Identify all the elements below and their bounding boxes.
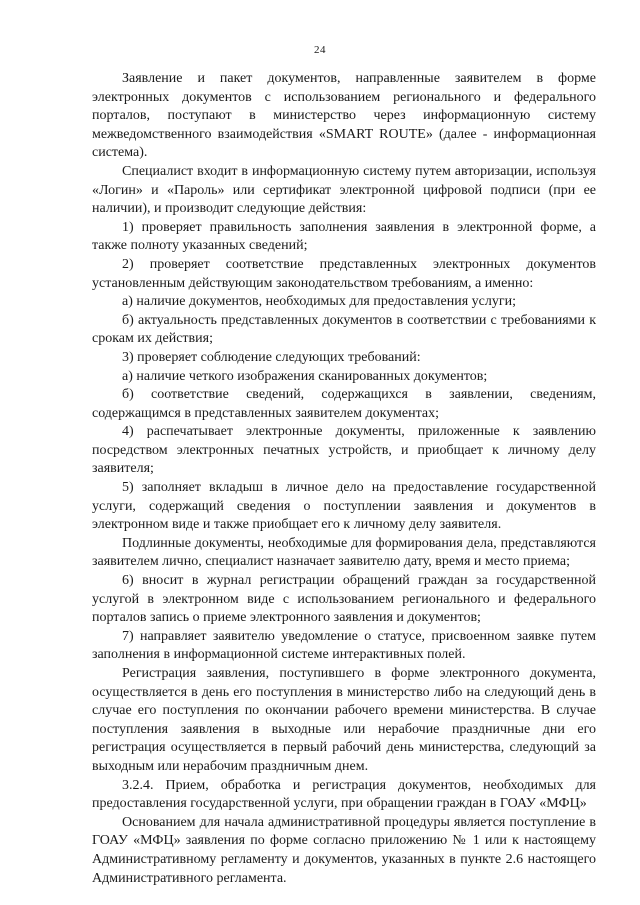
paragraph: Заявление и пакет документов, направленные заявителем в форме электронных документов с использованием регионального и федерального порталов, поступают в министерство через информационную систему межведомственного взаимодействия «SMART ROUTE» (далее - информационная система).	[92, 71, 596, 161]
page-number: 24	[314, 44, 326, 56]
paragraph: 2) проверяет соответствие представленных электронных документов установленным действующим законодательством требованиям, а именно:	[92, 256, 596, 291]
paragraph: 3) проверяет соблюдение следующих требований:	[122, 349, 421, 365]
paragraph: 5) заполняет вкладыш в личное дело на предоставление государственной услуги, содержащий сведения о поступлении заявления и документов в электронном виде и также приобщает его к личному делу заявителя.	[92, 480, 596, 533]
paragraph: Регистрация заявления, поступившего в форме электронного документа, осуществляется в день его поступления в министерство либо на следующий день в случае его поступления по окончании рабочего времени министерства. В случае поступления заявления в выходные или нерабочие праздничные дни его регистрация осуществляется в первый рабочий день министерства, следующий за выходным или нерабочим праздничным днем.	[92, 666, 596, 774]
section-heading: 3.2.4. Прием, обработка и регистрация документов, необходимых для предоставления государственной услуги, при обращении граждан в ГОАУ «МФЦ»	[92, 777, 596, 812]
paragraph: 6) вносит в журнал регистрации обращений граждан за государственной услугой в электронном виде с использованием регионального и федерального порталов запись о приеме электронного заявления и документов;	[92, 573, 596, 626]
paragraph: Подлинные документы, необходимые для формирования дела, представляются заявителем лично, специалист назначает заявителю дату, время и место приема;	[92, 535, 596, 570]
document-body	[92, 70, 596, 888]
paragraph: б) соответствие сведений, содержащихся в заявлении, сведениям, содержащимся в представленных заявителем документах;	[92, 387, 596, 421]
paragraph: Специалист входит в информационную систему путем авторизации, используя «Логин» и «Пароль» или сертификат электронной цифровой подписи (при ее наличии), и производит следующие действия:	[92, 163, 596, 217]
paragraph: б) актуальность представленных документов в соответствии с требованиями к срокам их действия;	[92, 312, 596, 347]
paragraph: а) наличие документов, необходимых для предоставления услуги;	[122, 294, 516, 310]
paragraph: а) наличие четкого изображения сканированных документов;	[122, 368, 488, 384]
paragraph: 7) направляет заявителю уведомление о статусе, присвоенном заявке путем заполнения в информационной системе интерактивных полей.	[92, 628, 596, 663]
paragraph: 4) распечатывает электронные документы, приложенные к заявлению посредством электронных печатных устройств, и приобщает к личному делу заявителя;	[92, 424, 596, 477]
paragraph: Основанием для начала административной процедуры является поступление в ГОАУ «МФЦ» заявления по форме согласно приложению № 1 или к настоящему Административному регламенту и документов, указанных в пункте 2.6 настоящего Административного регламента.	[92, 814, 596, 886]
paragraph: 1) проверяет правильность заполнения заявления в электронной форме, а также полноту указанных сведений;	[92, 219, 596, 254]
